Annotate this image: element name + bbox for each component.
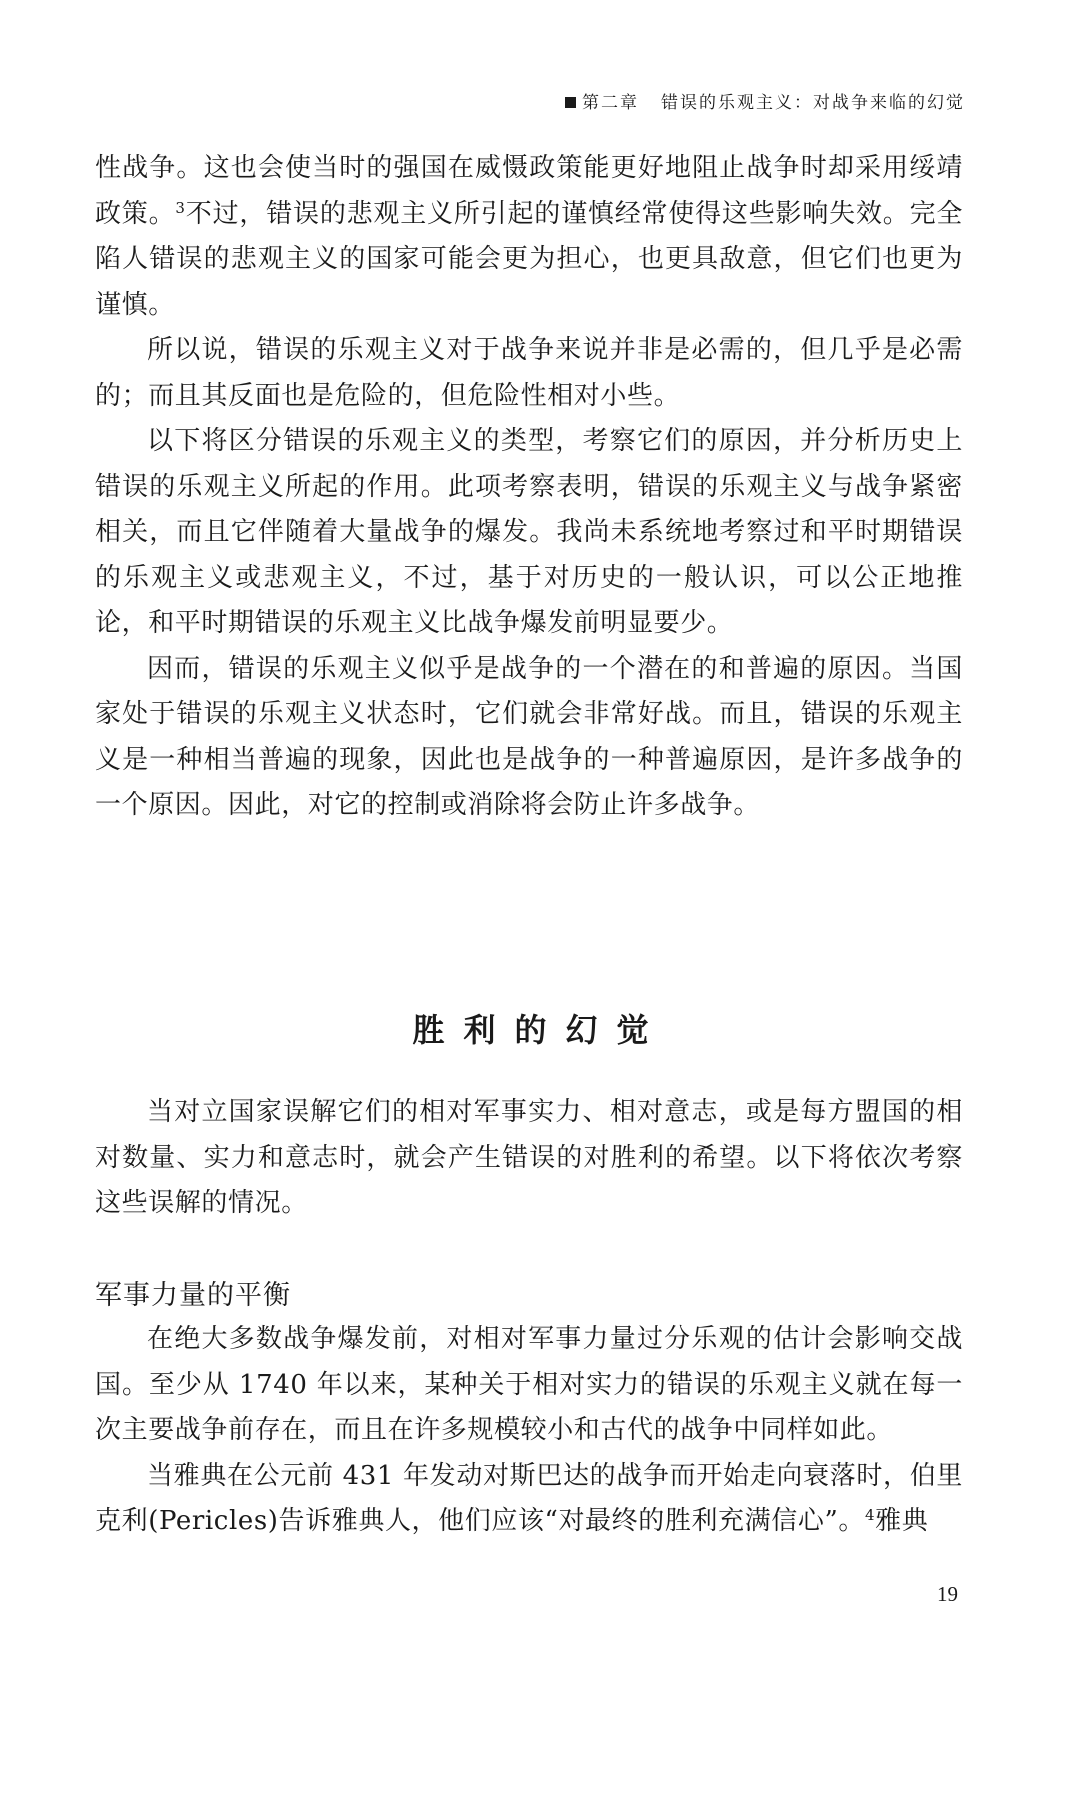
- paragraph: 在绝大多数战争爆发前，对相对军事力量过分乐观的估计会影响交战国。至少从 1740 年以来，某种关于相对实力的错误的乐观主义就在每一次主要战争前存在，而且在许多规模较小和古代的战争中同样如此。: [95, 1324, 963, 1445]
- body-text-bottom: [95, 1317, 963, 1545]
- page-number: 19: [937, 1582, 958, 1606]
- running-header: [565, 88, 965, 113]
- header-square-mark: [565, 97, 576, 108]
- header-chapter-title: 错误的乐观主义：对战争来临的幻觉: [661, 93, 965, 113]
- paragraph: 以下将区分错误的乐观主义的类型，考察它们的原因，并分析历史上错误的乐观主义所起的作用。此项考察表明，错误的乐观主义与战争紧密相关，而且它伴随着大量战争的爆发。我尚未系统地考察过和平时期错误的乐观主义或悲观主义，不过，基于对历史的一般认识，可以公正地推论，和平时期错误的乐观主义比战争爆发前明显要少。: [95, 426, 963, 638]
- header-chapter: 第二章: [582, 93, 639, 113]
- footnote-ref: 4: [864, 1506, 876, 1524]
- paragraph-text: 不过，错误的悲观主义所引起的谨慎经常使得这些影响失效。完全陷人错误的悲观主义的国家可能会更为担心，也更具敌意，但它们也更为谨慎。: [95, 198, 963, 320]
- paragraph: 所以说，错误的乐观主义对于战争来说并非是必需的，但几乎是必需的；而且其反面也是危险的，但危险性相对小些。: [95, 335, 963, 411]
- footnote-ref: 3: [175, 198, 186, 217]
- subsection-title: 军事力量的平衡: [95, 1280, 291, 1311]
- section-intro: 当对立国家误解它们的相对军事实力、相对意志，或是每方盟国的相对数量、实力和意志时，就会产生错误的对胜利的希望。以下将依次考察这些误解的情况。: [95, 1097, 963, 1218]
- paragraph-text: 性战争。这也会使当时的强国在威慑政策能更好地阻止战争时却采用绥靖政策。: [95, 153, 963, 229]
- section-intro-block: [95, 1090, 963, 1227]
- paragraph-text: 雅典: [875, 1506, 929, 1536]
- paragraph-text: 当雅典在公元前 431 年发动对斯巴达的战争而开始走向衰落时，伯里克利(Pericles)告诉雅典人，他们应该“对最终的胜利充满信心”。: [95, 1460, 963, 1536]
- paragraph: [95, 146, 963, 328]
- body-text-top: [95, 146, 963, 829]
- paragraph: [95, 1454, 963, 1545]
- section-title: 胜利的幻觉: [412, 1011, 668, 1049]
- paragraph: 因而，错误的乐观主义似乎是战争的一个潜在的和普遍的原因。当国家处于错误的乐观主义状态时，它们就会非常好战。而且，错误的乐观主义是一种相当普遍的现象，因此也是战争的一种普遍原因，是许多战争的一个原因。因此，对它的控制或消除将会防止许多战争。: [95, 653, 963, 820]
